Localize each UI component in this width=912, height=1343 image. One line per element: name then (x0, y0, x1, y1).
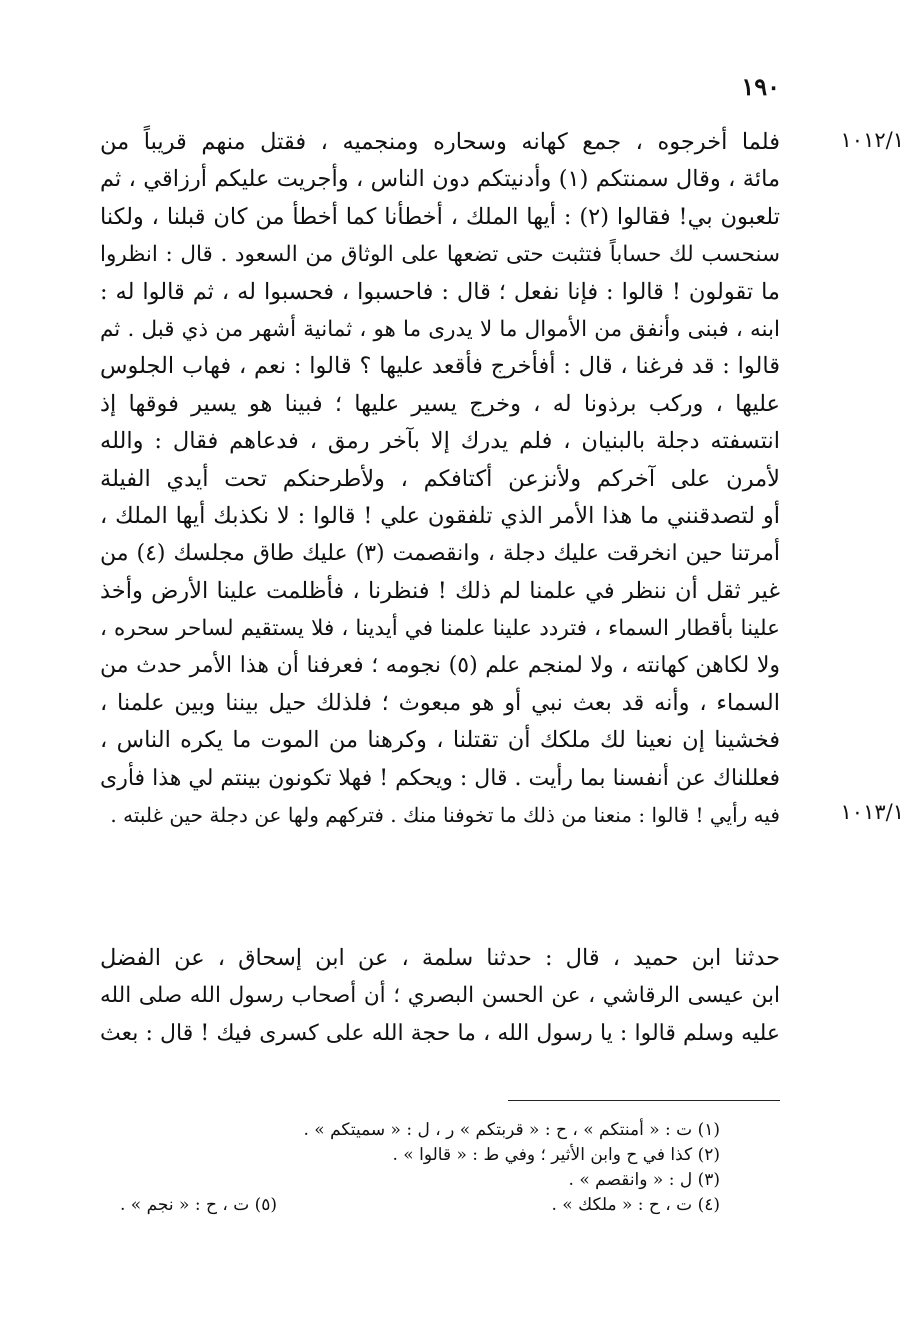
text-line: عليها ، وركب برذونا له ، وخرج يسير عليها ؛ فبينا هو يسير فوقها إذ (100, 390, 780, 417)
text-line: فلما أخرجوه ، جمع كهانه وسحاره ومنجميه ، فقتل منهم قريباً من (100, 129, 780, 155)
text-line: ابن عيسى الرقاشي ، عن الحسن البصري ؛ أن أصحاب رسول الله صلى الله (100, 983, 780, 1009)
text-line: ما تقولون ! قالوا : فإنا نفعل ؛ قال : فاحسبوا ، فحسبوا له ، ثم قالوا له : (100, 278, 780, 305)
text-line: لأمرن على آخركم ولأنزعن أكتافكم ، ولأطرحنكم تحت أيدي الفيلة (100, 465, 780, 492)
main-paragraph (100, 124, 780, 834)
footnotes (120, 1118, 720, 1218)
text-line: السماء ، وأنه قد بعث نبي أو هو مبعوث ؛ فلذلك حيل بيننا وبين علمنا ، (100, 689, 780, 716)
text-line: أمرتنا حين انخرقت عليك دجلة ، وانقصمت (٣) عليك طاق مجلسك (٤) من (100, 541, 780, 567)
footnote-row (120, 1193, 720, 1218)
text-line: غير ثقل أن ننظر في علمنا لم ذلك ! فنظرنا ، فأظلمت علينا الأرض وأخذ (100, 577, 780, 604)
text-line: سنحسب لك حساباً فتثبت حتى تضعها على الوثاق من السعود . قال : انظروا (100, 242, 780, 268)
text-line: ابنه ، فبنى وأنفق من الأموال ما لا يدرى ما هو ، ثمانية أشهر من ذي قبل . ثم (100, 316, 780, 342)
footnote-2: (٢) كذا في ح وابن الأثير ؛ وفي ط : « قالوا » . (392, 1145, 720, 1165)
text-line: أو لتصدقنني ما هذا الأمر الذي تلفقون علي ! قالوا : لا نكذبك أيها الملك ، (100, 502, 780, 529)
page-number: ١٩٠ (741, 72, 780, 101)
text-line: فخشينا إن نعينا لك ملكك أن تقتلنا ، وكرهنا من الموت ما يكره الناس ، (100, 727, 780, 754)
text-line: تلعبون بي! فقالوا (٢) : أيها الملك ، أخطأنا كما أخطأ من كان قبلنا ، ولكنا (100, 203, 780, 230)
text-line: ولا لكاهن كهانته ، ولا لمنجم علم (٥) نجومه ؛ فعرفنا أن هذا الأمر حدث من (100, 653, 780, 679)
text-line: فعللناك عن أنفسنا بما رأيت . قال : ويحكم ! فهلا تكونون بينتم لي هذا فأرى (100, 765, 780, 791)
margin-reference-2: ١٠١٣/١ (840, 800, 904, 824)
footnote-separator (508, 1100, 780, 1101)
text-line: عليه وسلم قالوا : يا رسول الله ، ما حجة الله على كسرى فيك ! قال : بعث (100, 1020, 780, 1046)
hadith-paragraph (100, 940, 780, 1052)
margin-reference-1: ١٠١٢/١ (840, 128, 904, 152)
text-line: علينا بأقطار السماء ، فتردد علينا علمنا في أيدينا ، فلا يستقيم لساحر سحره ، (100, 616, 780, 642)
text-line: قالوا : قد فرغنا ، قال : أفأخرج فأقعد عليها ؟ قالوا : نعم ، فهاب الجلوس (100, 353, 780, 380)
footnote-4: (٤) ت ، ح : « ملكك » . (551, 1195, 720, 1215)
text-line: فيه رأيي ! قالوا : منعنا من ذلك ما تخوفنا منك . فتركهم ولها عن دجلة حين غلبته . (110, 803, 780, 828)
footnote-3: (٣) ل : « وانقصم » . (568, 1170, 720, 1190)
footnote-5: (٥) ت ، ح : « نجم » . (120, 1195, 278, 1215)
text-line: حدثنا ابن حميد ، قال : حدثنا سلمة ، عن ابن إسحاق ، عن الفضل (100, 945, 780, 971)
text-line: مائة ، وقال سمنتكم (١) وأدنيتكم دون الناس ، وأجريت عليكم أرزاقي ، ثم (100, 166, 780, 193)
text-line: انتسفته دجلة بالبنيان ، فلم يدرك إلا بآخر رمق ، فدعاهم فقال : والله (100, 428, 780, 455)
footnote-1: (١) ت : « أمنتكم » ، ح : « قربتكم » ر ، ل : « سميتكم » . (303, 1120, 720, 1140)
